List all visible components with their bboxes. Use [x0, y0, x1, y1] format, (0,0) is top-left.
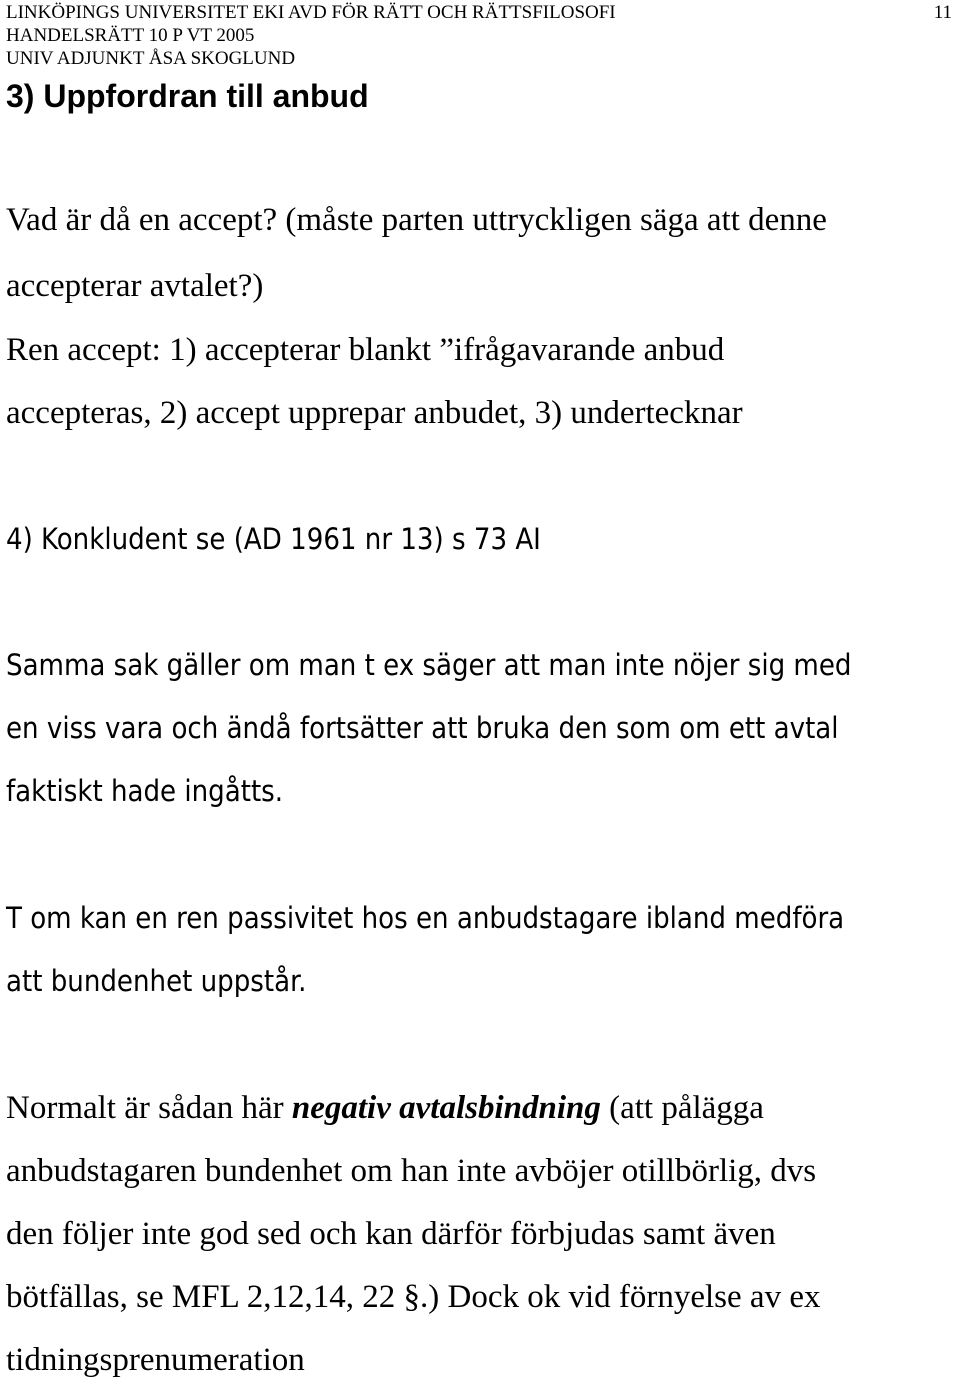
text-line: bötfällas, se MFL 2,12,14, 22 §.) Dock ok vid förnyelse av ex — [6, 1279, 821, 1315]
text-line: Ren accept: 1) accepterar blankt ”ifrågavarande anbud — [6, 332, 725, 368]
text-line: Vad är då en accept? (måste parten uttryckligen säga att denne — [6, 202, 827, 238]
page-number: 11 — [933, 2, 952, 23]
text-line: Samma sak gäller om man t ex säger att man inte nöjer sig med — [6, 648, 852, 682]
text-segment: Normalt är sådan här — [6, 1090, 292, 1126]
text-line: accepterar avtalet?) — [6, 268, 264, 304]
header-university: LINKÖPINGS UNIVERSITET EKI AVD FÖR RÄTT OCH RÄTTSFILOSOFI — [6, 2, 616, 23]
text-line: en viss vara och ändå fortsätter att bruka den som om ett avtal — [6, 711, 839, 745]
text-line — [6, 1088, 764, 1128]
text-line: att bundenhet uppstår. — [6, 964, 307, 998]
text-line: tidningsprenumeration — [6, 1342, 305, 1378]
text-line: anbudstagaren bundenhet om han inte avböjer otillbörlig, dvs — [6, 1153, 817, 1189]
text-line: 4) Konkludent se (AD 1961 nr 13) s 73 AI — [6, 522, 541, 556]
section-heading: 3) Uppfordran till anbud — [6, 78, 369, 114]
header-author: UNIV ADJUNKT ÅSA SKOGLUND — [6, 48, 296, 69]
text-line: faktiskt hade ingåtts. — [6, 774, 284, 808]
header-course: HANDELSRÄTT 10 P VT 2005 — [6, 25, 255, 46]
text-line: den följer inte god sed och kan därför förbjudas samt även — [6, 1216, 776, 1252]
emphasized-term: negativ avtalsbindning — [291, 1090, 601, 1126]
text-segment: (att pålägga — [600, 1090, 764, 1126]
text-line: T om kan en ren passivitet hos en anbudstagare ibland medföra — [6, 901, 845, 935]
text-line: accepteras, 2) accept upprepar anbudet, 3) undertecknar — [6, 395, 743, 431]
